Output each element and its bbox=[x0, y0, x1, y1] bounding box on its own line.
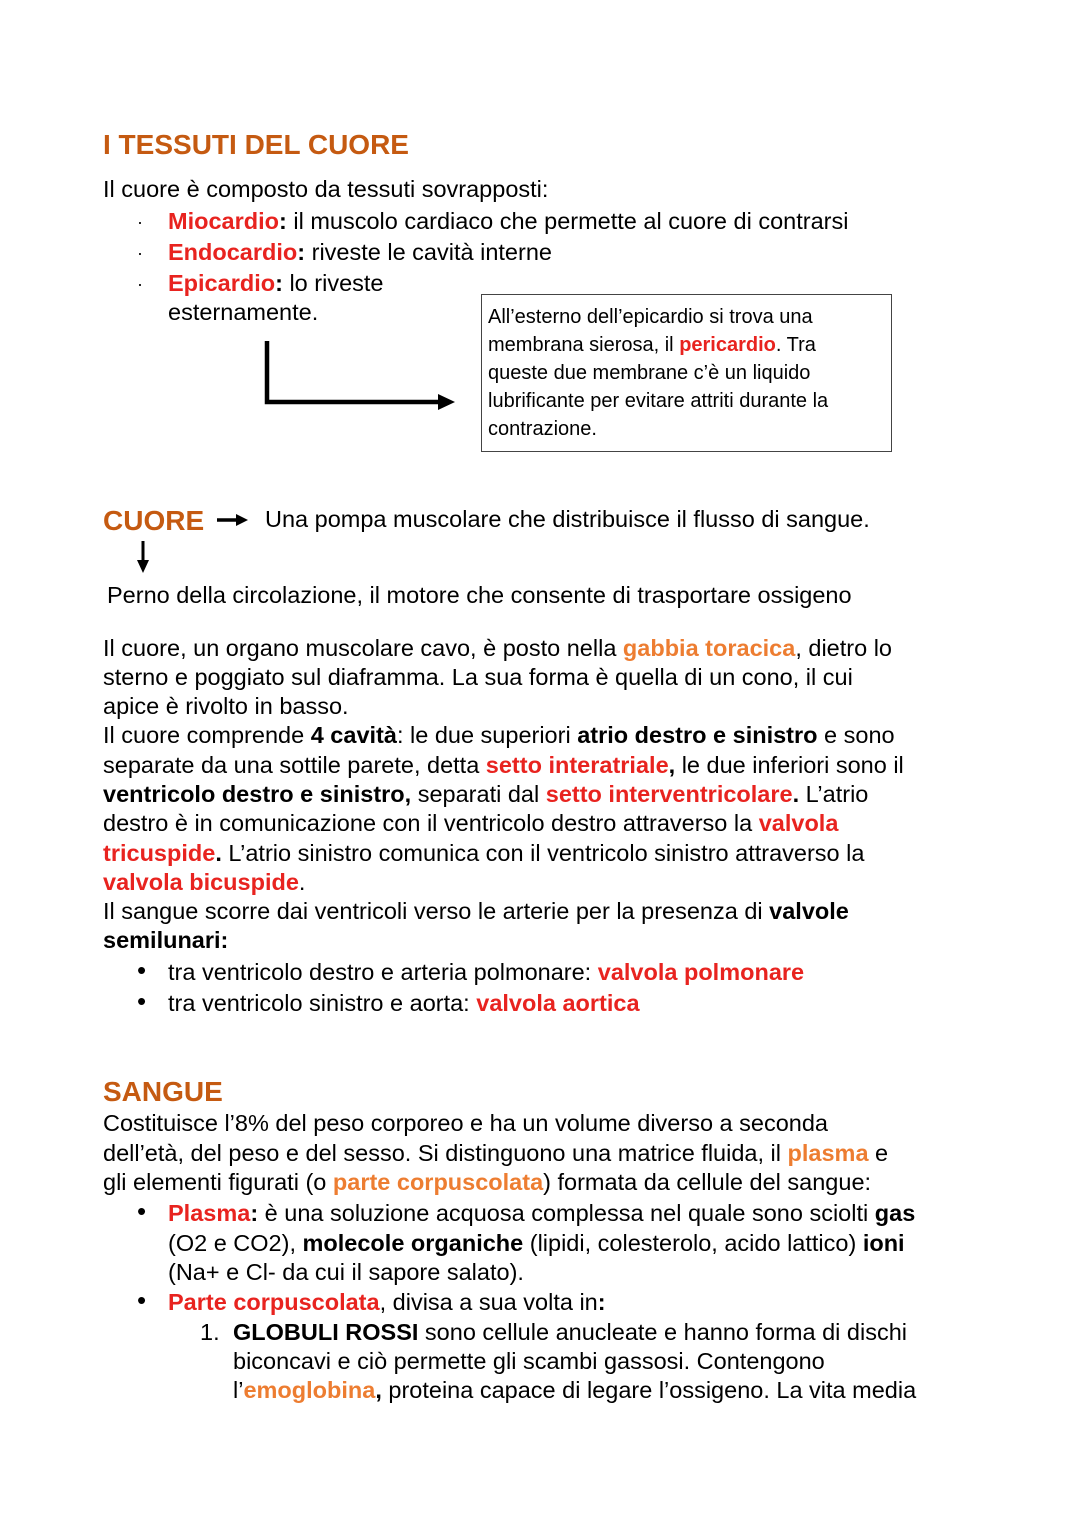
plasma-item-cont: (O2 e CO2), molecole organiche (lipidi, colesterolo, acido lattico) ioni bbox=[168, 1230, 905, 1256]
cuore-para-line: sterno e poggiato sul diaframma. La sua forma è quella di un cono, il cui bbox=[103, 664, 853, 690]
valve-item-polmonare: tra ventricolo destro e arteria polmonare: valvola polmonare bbox=[168, 959, 805, 985]
cuore-para-line: Il cuore, un organo muscolare cavo, è posto nella gabbia toracica, dietro lo bbox=[103, 635, 892, 661]
tessuto-item-miocardio: Miocardio: il muscolo cardiaco che permette al cuore di contrarsi bbox=[168, 208, 849, 234]
cuore-para-line: destro è in comunicazione con il ventricolo destro attraverso la valvola bbox=[103, 810, 839, 836]
bullet-dot: • bbox=[137, 986, 147, 1016]
sangue-para-line: gli elementi figurati (o parte corpuscolata) formata da cellule del sangue: bbox=[103, 1169, 872, 1195]
bullet-dot: · bbox=[137, 274, 143, 294]
valve-item-aortica: tra ventricolo sinistro e aorta: valvola aortica bbox=[168, 990, 640, 1016]
box-line: contrazione. bbox=[488, 418, 597, 440]
cuore-para-line: ventricolo destro e sinistro, separati dal setto interventricolare. L’atrio bbox=[103, 781, 869, 807]
sangue-para-line: Costituisce l’8% del peso corporeo e ha un volume diverso a seconda bbox=[103, 1110, 829, 1136]
cuore-para-line: Il sangue scorre dai ventricoli verso le arterie per la presenza di valvole bbox=[103, 898, 849, 924]
section-title-cuore: CUORE bbox=[103, 505, 205, 536]
list-number: 1. bbox=[200, 1319, 220, 1345]
elbow-arrow-icon bbox=[267, 341, 455, 410]
globuli-rossi-item: GLOBULI ROSSI sono cellule anucleate e hanno forma di dischi bbox=[233, 1319, 907, 1345]
box-line: All’esterno dell’epicardio si trova una bbox=[488, 306, 813, 328]
tessuti-intro: Il cuore è composto da tessuti sovrapposti: bbox=[103, 176, 549, 202]
plasma-item: Plasma: è una soluzione acquosa complessa nel quale sono sciolti gas bbox=[168, 1200, 916, 1226]
globuli-rossi-cont: l’emoglobina, proteina capace di legare l’ossigeno. La vita media bbox=[233, 1377, 917, 1403]
box-line: membrana sierosa, il pericardio. Tra bbox=[488, 334, 816, 356]
bullet-dot: • bbox=[137, 955, 147, 985]
bullet-dot: • bbox=[137, 1285, 147, 1315]
parte-corpuscolata-item: Parte corpuscolata, divisa a sua volta in: bbox=[168, 1289, 606, 1315]
plasma-item-cont: (Na+ e Cl- da cui il sapore salato). bbox=[168, 1259, 524, 1285]
down-arrow-icon bbox=[137, 541, 149, 573]
cuore-para-line: separate da una sottile parete, detta setto interatriale, le due inferiori sono il bbox=[103, 752, 904, 778]
tessuto-item-epicardio-cont: esternamente. bbox=[168, 299, 319, 325]
cuore-para-line: tricuspide. L’atrio sinistro comunica con il ventricolo sinistro attraverso la bbox=[103, 840, 865, 866]
globuli-rossi-cont: biconcavi e ciò permette gli scambi gassosi. Contengono bbox=[233, 1348, 825, 1374]
cuore-para-line: apice è rivolto in basso. bbox=[103, 693, 349, 719]
box-line: lubrificante per evitare attriti durante la bbox=[488, 390, 829, 412]
right-arrow-icon bbox=[217, 514, 248, 526]
cuore-para-line: semilunari: bbox=[103, 927, 229, 953]
bullet-dot: • bbox=[137, 1196, 147, 1226]
cuore-para-line: Il cuore comprende 4 cavità: le due superiori atrio destro e sinistro e sono bbox=[103, 722, 895, 748]
tessuto-item-endocardio: Endocardio: riveste le cavità interne bbox=[168, 239, 552, 265]
box-line: queste due membrane c’è un liquido bbox=[488, 362, 811, 384]
cuore-para-line: valvola bicuspide. bbox=[103, 869, 306, 895]
bullet-dot: · bbox=[137, 212, 143, 232]
tessuto-item-epicardio: Epicardio: lo riveste bbox=[168, 270, 384, 296]
cuore-definition: Una pompa muscolare che distribuisce il flusso di sangue. bbox=[265, 506, 870, 532]
sangue-para-line: dell’età, del peso e del sesso. Si distinguono una matrice fluida, il plasma e bbox=[103, 1140, 889, 1166]
cuore-below-text: Perno della circolazione, il motore che consente di trasportare ossigeno bbox=[107, 582, 852, 608]
bullet-dot: · bbox=[137, 243, 143, 263]
section-title-tessuti: I TESSUTI DEL CUORE bbox=[103, 129, 409, 160]
section-title-sangue: SANGUE bbox=[103, 1076, 223, 1107]
